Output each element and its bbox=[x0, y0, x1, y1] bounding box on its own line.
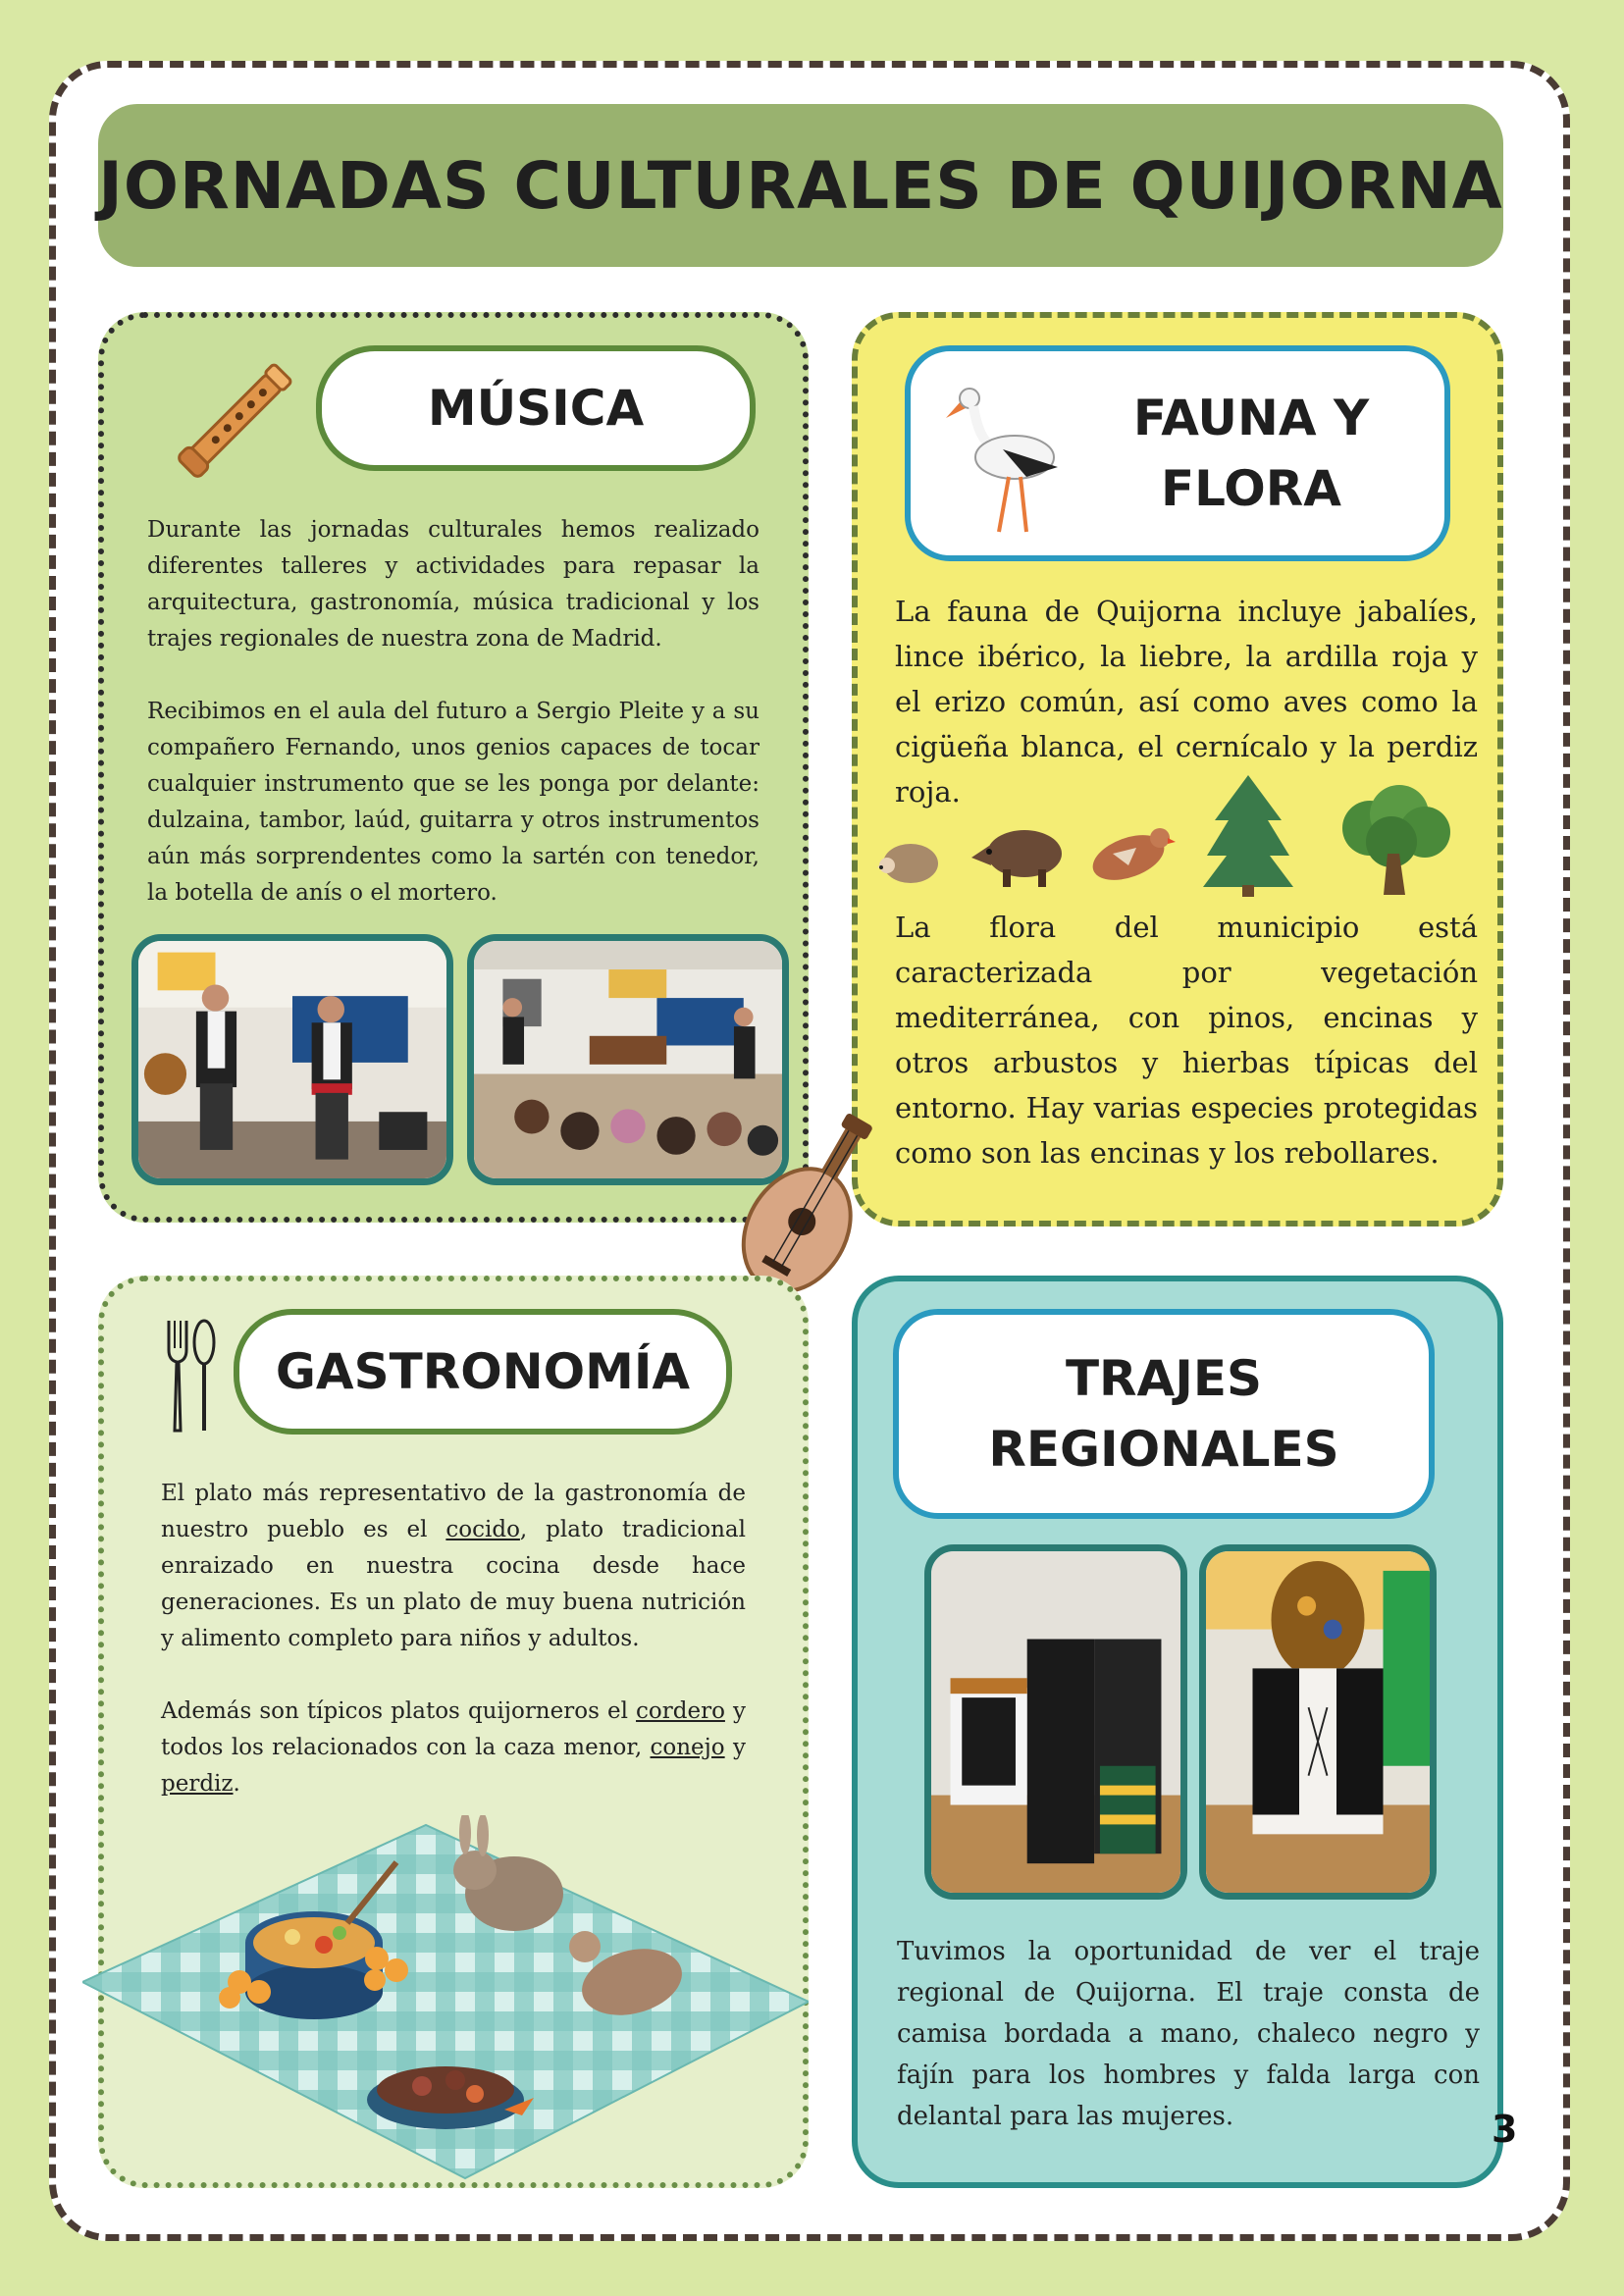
fauna-title-line-1: FAUNA Y bbox=[1132, 389, 1370, 446]
oak-icon bbox=[1331, 785, 1458, 899]
gastronomia-p2-start: Además son típicos platos quijorneros el bbox=[161, 1698, 637, 1724]
cutlery-icon bbox=[161, 1317, 220, 1435]
musica-title: MÚSICA bbox=[427, 379, 645, 437]
picnic-illustration bbox=[82, 1815, 809, 2188]
gastronomia-p1-start: El plato más representativo de la gastronomía de nuestro pueblo es el bbox=[161, 1481, 746, 1542]
perdiz-link[interactable]: perdiz bbox=[161, 1771, 234, 1797]
cordero-link[interactable]: cordero bbox=[636, 1698, 725, 1724]
trajes-title-line-1: TRAJES bbox=[1065, 1349, 1263, 1407]
trajes-heading bbox=[893, 1309, 1435, 1519]
gastronomia-heading bbox=[234, 1309, 732, 1435]
gastronomia-title: GASTRONOMÍA bbox=[275, 1342, 691, 1400]
musica-photo-1 bbox=[131, 934, 453, 1185]
musica-text bbox=[147, 512, 760, 912]
trajes-title-line-2: REGIONALES bbox=[988, 1421, 1339, 1478]
page-title: JORNADAS CULTURALES DE QUIJORNA bbox=[98, 147, 1503, 224]
partridge-icon bbox=[1079, 814, 1178, 893]
gastronomia-paragraph-1 bbox=[161, 1476, 746, 1657]
musica-heading bbox=[316, 345, 756, 471]
cocido-link[interactable]: cocido bbox=[445, 1517, 520, 1542]
fauna-paragraph-2: La flora del municipio está caracterizada por vegetación mediterránea, con pinos, encinas y otros arbustos y hierbas típicas del entorno. Hay varias especies protegidas como son las encinas y los rebollares. bbox=[895, 911, 1478, 1170]
gastronomia-text bbox=[161, 1476, 746, 1802]
fauna-title-line-2: FLORA bbox=[1161, 460, 1341, 517]
fauna-text-1 bbox=[895, 589, 1478, 814]
header-banner bbox=[98, 104, 1503, 267]
gastronomia-p1-end: , plato tradicional enraizado en nuestra cocina desde hace generaciones. Es un plato de muy buena nutrición y alimento completo para niños y adultos. bbox=[161, 1517, 747, 1651]
conejo-link[interactable]: conejo bbox=[650, 1735, 725, 1760]
boar-icon bbox=[969, 814, 1068, 893]
gastronomia-paragraph-2 bbox=[161, 1694, 746, 1802]
gastronomia-p2-and: y bbox=[724, 1735, 746, 1760]
trajes-photo-1 bbox=[924, 1544, 1187, 1900]
pine-icon bbox=[1199, 771, 1297, 899]
fauna-text-2 bbox=[895, 905, 1478, 1175]
musica-paragraph-1: Durante las jornadas culturales hemos realizado diferentes talleres y actividades para repasar la arquitectura, gastronomía, música tradicional y los trajes regionales de nuestra zona de Madrid. bbox=[147, 517, 760, 652]
stork-icon bbox=[944, 371, 1062, 538]
trajes-text bbox=[897, 1931, 1480, 2137]
page-number: 3 bbox=[1492, 2108, 1518, 2151]
fauna-paragraph-1: La fauna de Quijorna incluye jabalíes, lince ibérico, la liebre, la ardilla roja y el erizo común, así como aves como la cigüeña blanca, el cernícalo y la perdiz roja. bbox=[895, 595, 1478, 809]
gastronomia-p2-end: . bbox=[233, 1771, 240, 1797]
hedgehog-icon bbox=[873, 830, 942, 889]
trajes-paragraph: Tuvimos la oportunidad de ver el traje regional de Quijorna. El traje consta de camisa bordada a mano, chaleco negro y fajín para los hombres y falda larga con delantal para las mujeres. bbox=[897, 1937, 1480, 2131]
trajes-photo-2 bbox=[1199, 1544, 1437, 1900]
musica-paragraph-2: Recibimos en el aula del futuro a Sergio Pleite y a su compañero Fernando, unos genios capaces de tocar cualquier instrumento que se les ponga por delante: dulzaina, tambor, laúd, guitarra y otros instrumentos aún más sorprendentes como la sartén con tenedor, la botella de anís o el mortero. bbox=[147, 699, 760, 906]
gastronomia-p2-mid: y todos los relacionados con la caza menor, bbox=[161, 1698, 746, 1760]
flute-icon bbox=[163, 345, 310, 493]
